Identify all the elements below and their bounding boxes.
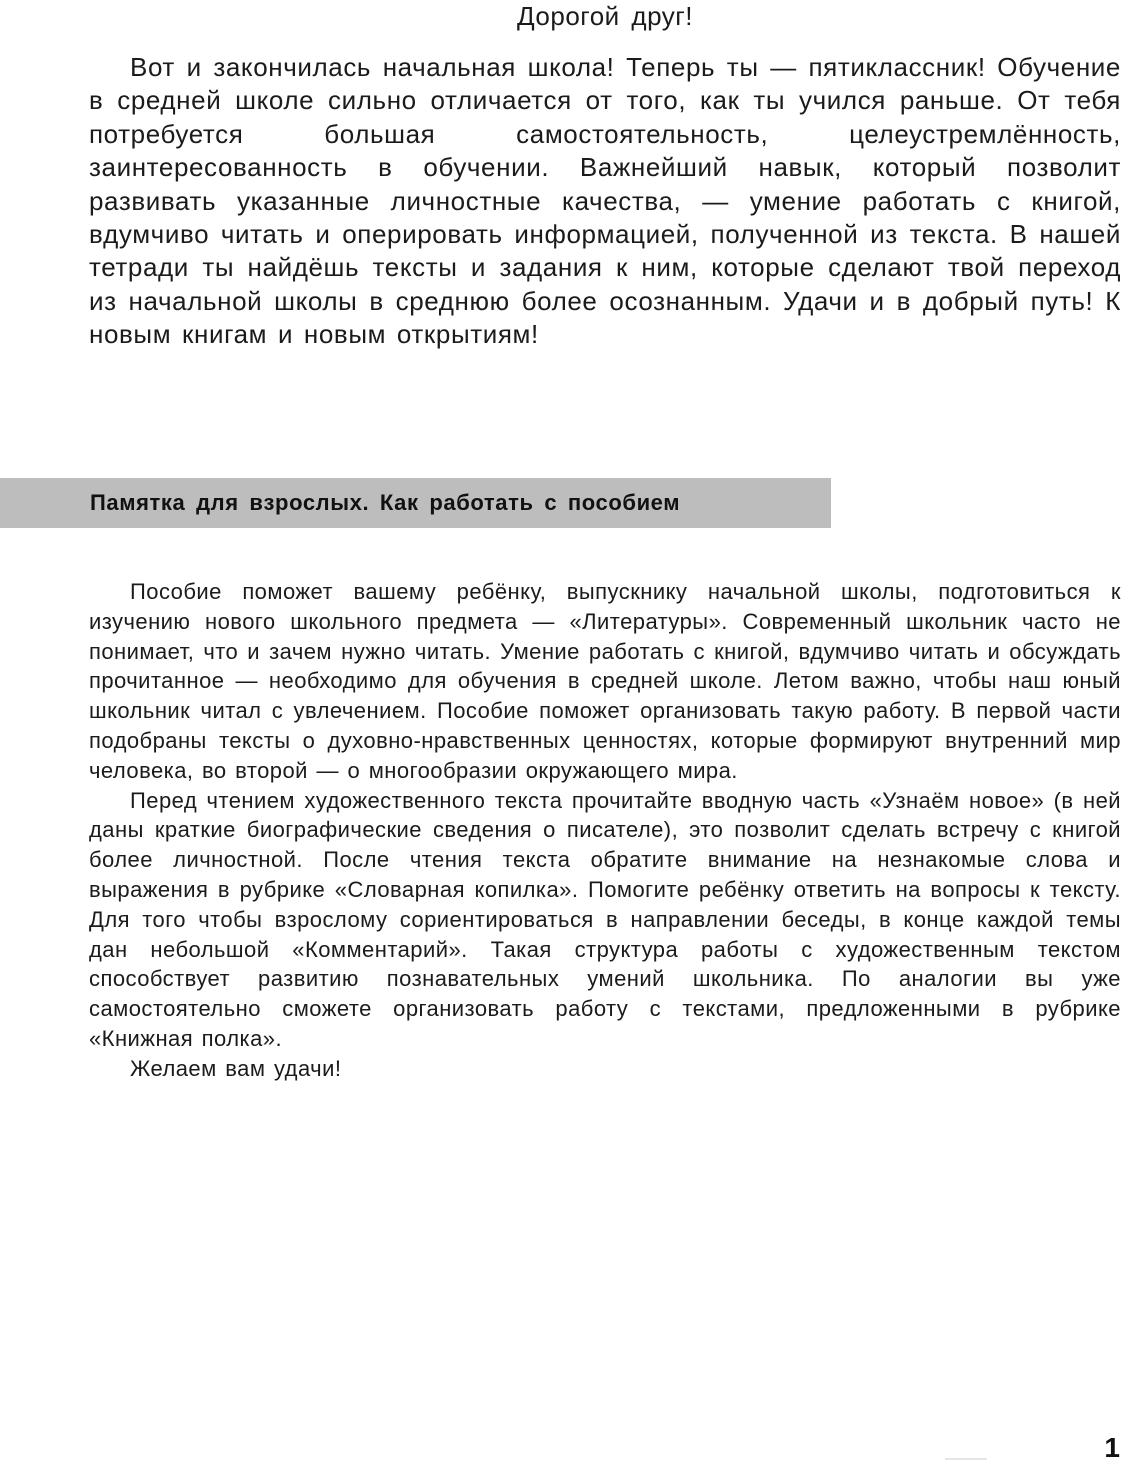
adults-paragraph-1: Пособие поможет вашему ребёнку, выпускнику начальной школы, подготовиться к изучению нового школьного предмета — «Литературы». Современный школьник часто не понимает, что и зачем нужно читать. Умение работать с книгой, вдумчиво читать и обсуждать прочитанное — необходимо для обучения в средней школе. Летом важно, чтобы наш юный школьник читал с увлечением. Пособие поможет организовать такую работу. В первой части подобраны тексты о духовно-нравственных ценностях, которые формируют внутренний мир человека, во второй — о многообразии окружающего мира. — [89, 579, 1121, 783]
section-title: Памятка для взрослых. Как работать с пособием — [90, 490, 681, 515]
page-number: 1 — [1104, 1432, 1120, 1463]
footer-divider — [945, 1458, 987, 1460]
letter-body — [89, 51, 1121, 352]
letter-greeting: Дорогой друг! — [517, 1, 693, 31]
adults-section-body — [89, 577, 1121, 1084]
adults-closing: Желаем вам удачи! — [130, 1055, 342, 1081]
adults-paragraph-2: Перед чтением художественного текста прочитайте вводную часть «Узнаём новое» (в ней даны краткие биографические сведения о писателе), это позволит сделать встречу с книгой более личностной. После чтения текста обратите внимание на незнакомые слова и выражения в рубрике «Словарная копилка». Помогите ребёнку ответить на вопросы к тексту. Для того чтобы взрослому сориентироваться в направлении беседы, в конце каждой темы дан небольшой «Комментарий». Такая структура работы с художественным текстом способствует развитию познавательных умений школьника. По аналогии вы уже самостоятельно сможете организовать работу с текстами, предложенными в рубрике «Книжная полка». — [89, 787, 1121, 1051]
letter-paragraph: Вот и закончилась начальная школа! Теперь ты — пятиклассник! Обучение в средней школе сильно отличается от того, как ты учился раньше. От тебя потребуется большая самостоятельность, целеустремлённость, заинтересованность в обучении. Важнейший навык, который позволит развивать указанные личностные качества, — умение работать с книгой, вдумчиво читать и оперировать информацией, полученной из текста. В нашей тетради ты найдёшь тексты и задания к ним, которые сделают твой переход из начальной школы в среднюю более осознанным. Удачи и в добрый путь! К новым книгам и новым открытиям! — [89, 52, 1121, 350]
section-banner — [0, 478, 831, 528]
